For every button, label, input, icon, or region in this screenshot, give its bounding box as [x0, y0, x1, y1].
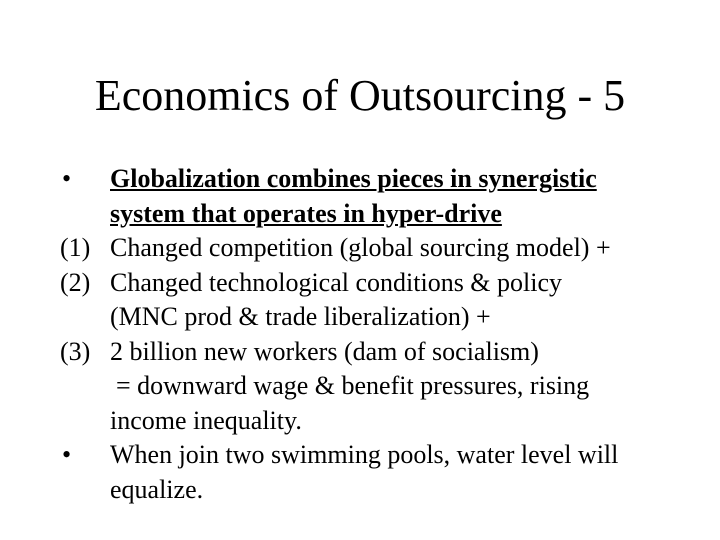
list-item-workers [0, 335, 720, 439]
list-item-line: Changed competition (global sourcing model) + [110, 233, 611, 262]
list-item-line: = downward wage & benefit pressures, rising [116, 371, 590, 400]
slide-title: Economics of Outsourcing - 5 [94, 71, 626, 120]
bullet-marker: • [62, 440, 72, 469]
list-item-line: 2 billion new workers (dam of socialism) [110, 336, 539, 366]
list-item-line: (MNC prod & trade liberalization) + [110, 302, 491, 331]
list-item-line: Globalization combines pieces in synergistic [110, 164, 597, 193]
bullet-marker: • [62, 164, 72, 193]
number-marker: (1) [60, 233, 91, 262]
list-item-line: equalize. [110, 474, 204, 504]
slide-body [0, 162, 720, 507]
list-item-line: When join two swimming pools, water level will [110, 440, 619, 469]
number-marker: (2) [60, 267, 91, 297]
list-item-line: system that operates in hyper-drive [110, 198, 502, 228]
number-marker: (3) [60, 336, 91, 366]
list-item-line: income inequality. [110, 405, 302, 435]
list-item-technology [0, 266, 720, 335]
list-item-globalization [0, 162, 720, 231]
list-item-line: Changed technological conditions & policy [110, 267, 563, 297]
list-item-swimming-pools [0, 438, 720, 507]
list-item-competition [0, 231, 720, 266]
